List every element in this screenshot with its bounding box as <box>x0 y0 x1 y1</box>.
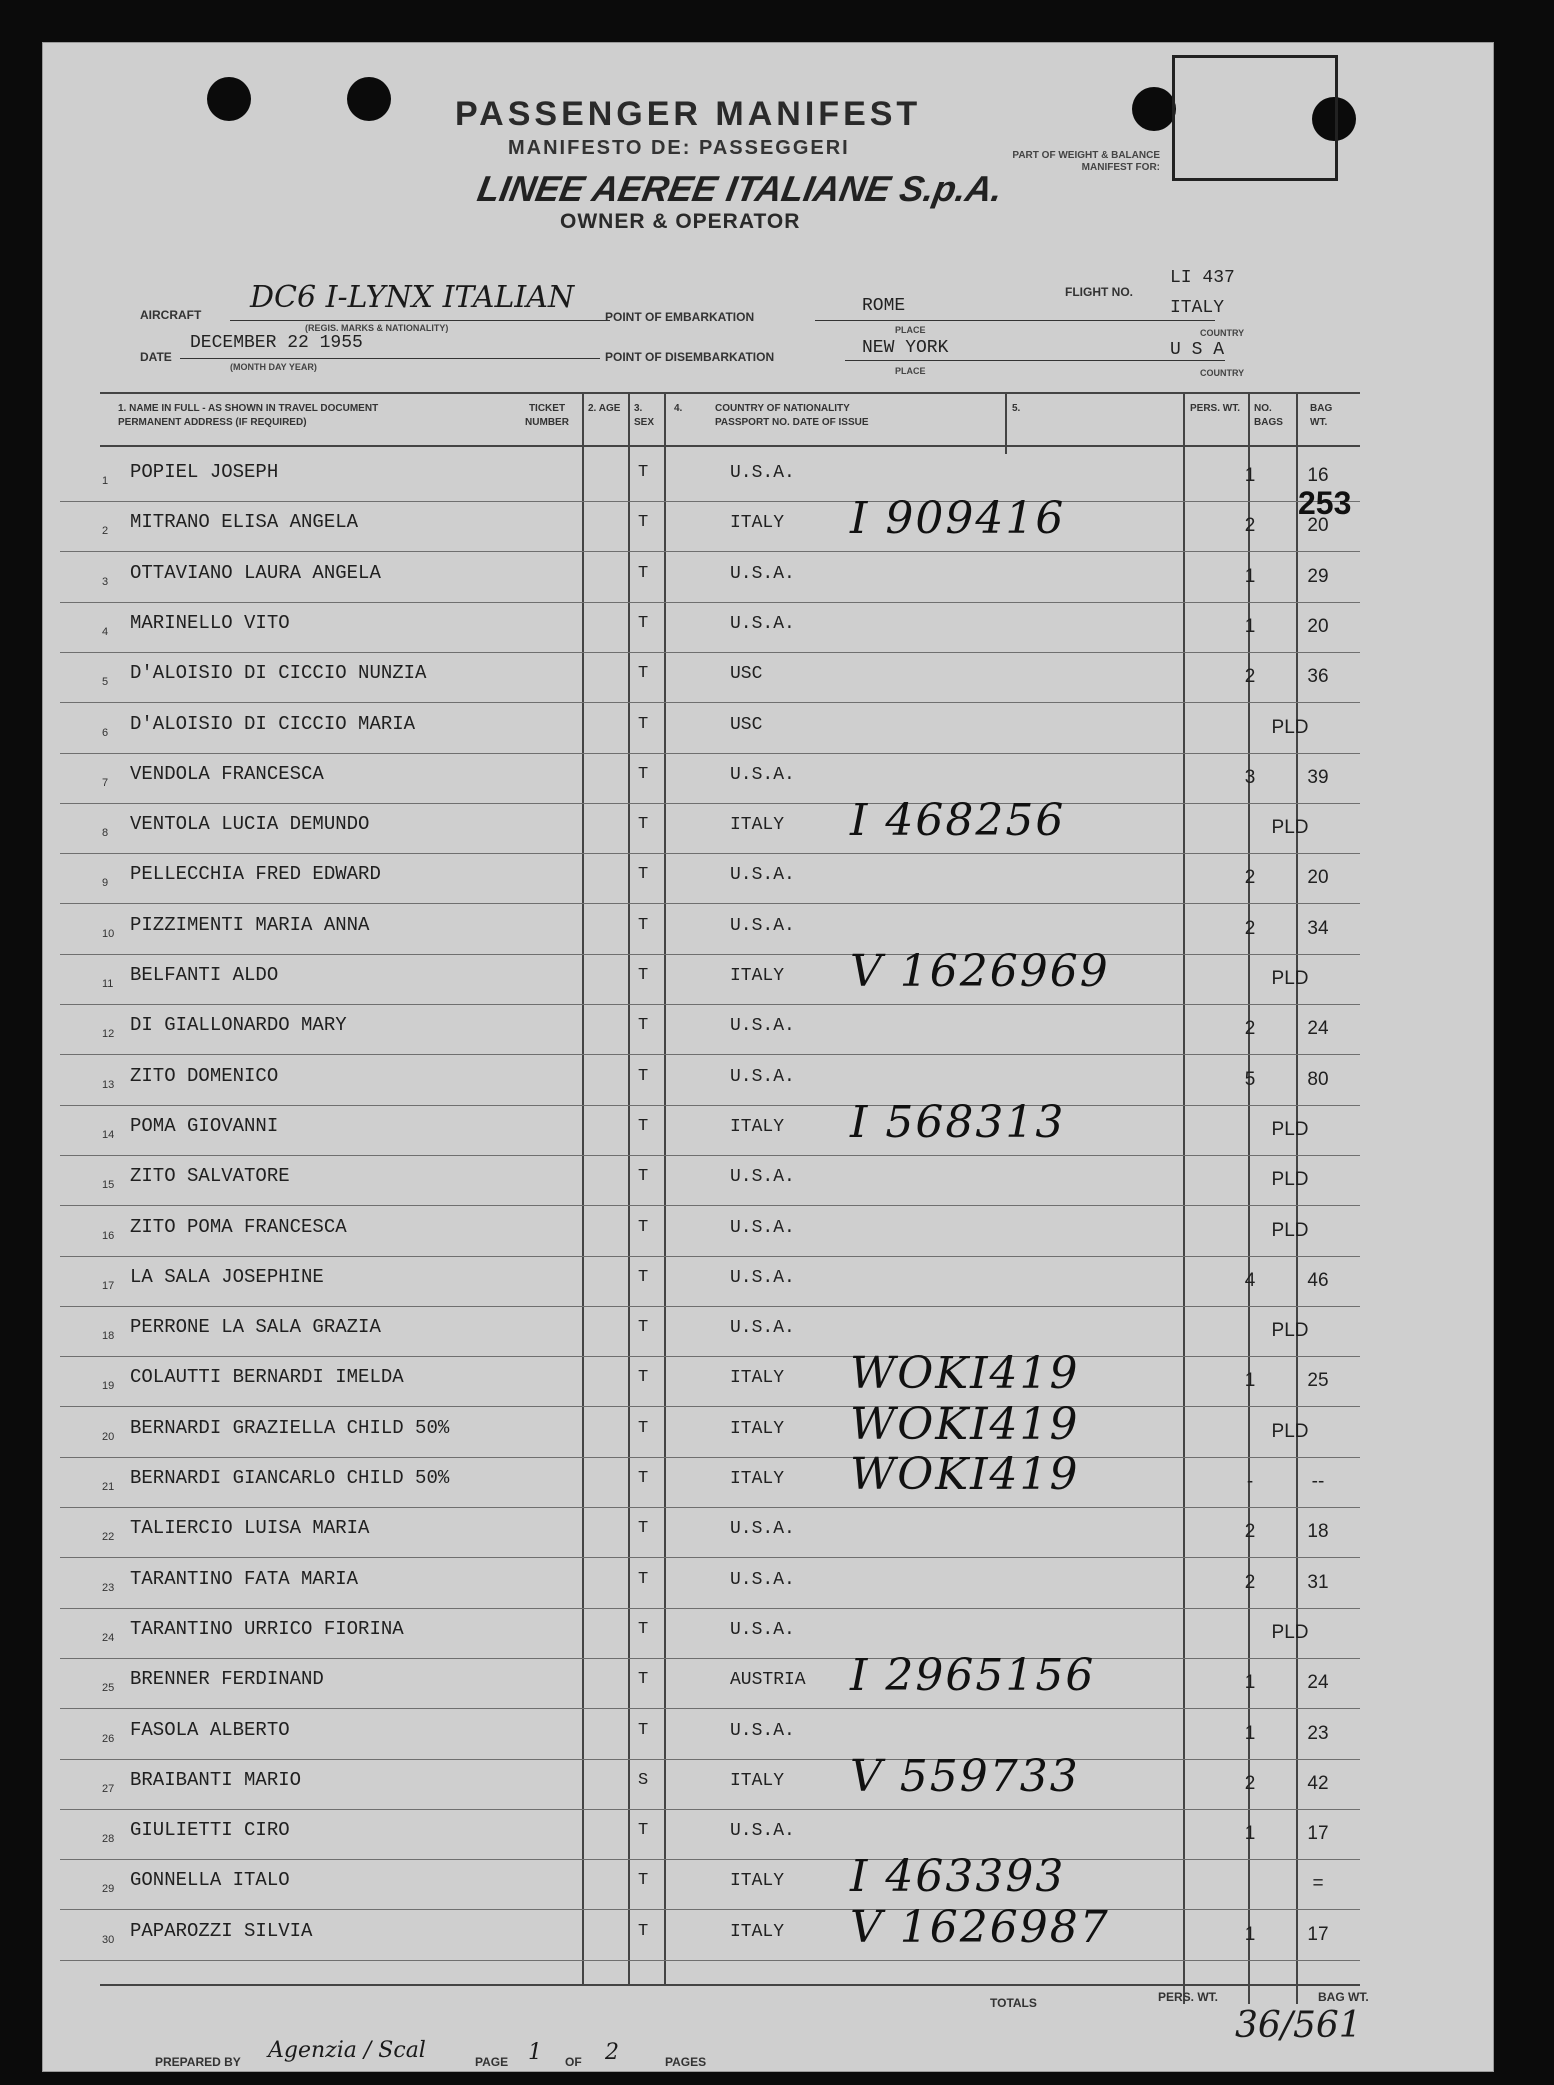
passenger-nationality: ITALY <box>730 1871 785 1892</box>
table-row <box>60 1096 1360 1156</box>
bag-count: 2 <box>1244 515 1256 537</box>
passenger-name: POMA GIOVANNI <box>130 1114 279 1137</box>
embarkation-place: ROME <box>862 296 906 316</box>
table-row <box>60 1348 1360 1407</box>
page-label: PAGE <box>475 2055 509 2069</box>
totals-bagwt-label: BAG WT. <box>1318 1990 1369 2004</box>
table-row <box>60 757 1360 804</box>
bag-weight: 20 <box>1307 615 1329 637</box>
pld-marker: PLD <box>1271 1621 1309 1643</box>
passenger-name: GONNELLA ITALO <box>130 1869 290 1892</box>
passenger-sex: T <box>638 1318 649 1338</box>
passenger-sex: T <box>638 1267 649 1287</box>
passenger-sex: T <box>638 1821 649 1841</box>
bag-count: 2 <box>1244 917 1256 939</box>
passenger-name: PAPAROZZI SILVIA <box>130 1919 313 1942</box>
table-row <box>60 1851 1360 1910</box>
passenger-nationality: U.S.A. <box>730 1821 795 1842</box>
passenger-name: PERRONE LA SALA GRAZIA <box>130 1316 381 1339</box>
bag-count: 1 <box>1244 465 1256 486</box>
bag-count: - <box>1246 1471 1254 1492</box>
totals-value: 36/561 <box>1235 2005 1362 2046</box>
pld-marker: PLD <box>1271 1118 1309 1140</box>
passenger-nationality: AUSTRIA <box>730 1670 806 1691</box>
passenger-nationality: U.S.A. <box>730 764 795 785</box>
col-sex-header: 3. SEX <box>634 403 655 428</box>
passenger-nationality: U.S.A. <box>730 915 795 936</box>
row-number: 2 <box>102 525 109 538</box>
page-number: 1 <box>528 2040 542 2065</box>
passenger-sex: T <box>638 815 649 835</box>
passenger-sex: T <box>638 1619 649 1639</box>
row-number: 27 <box>102 1782 115 1795</box>
bag-weight: 18 <box>1307 1521 1329 1543</box>
passenger-nationality: U.S.A. <box>730 563 795 584</box>
bag-weight: 24 <box>1307 1672 1329 1694</box>
passport-number: I 2965156 <box>850 1650 1096 1702</box>
bag-count: 5 <box>1244 1068 1256 1090</box>
passenger-name: D'ALOISIO DI CICCIO NUNZIA <box>130 662 427 685</box>
row-number: 3 <box>102 575 109 588</box>
airline-name: LINEE AEREE ITALIANE S.p.A. <box>474 168 1006 209</box>
table-row <box>60 857 1360 904</box>
passenger-name: BELFANTI ALDO <box>130 964 279 986</box>
passenger-name: PIZZIMENTI MARIA ANNA <box>130 913 370 936</box>
passenger-nationality: ITALY <box>730 1921 785 1942</box>
bag-weight: -- <box>1311 1471 1325 1492</box>
passenger-nationality: ITALY <box>730 1418 785 1439</box>
bag-weight: 23 <box>1307 1722 1329 1744</box>
manifest-title: PASSENGER MANIFEST <box>455 95 922 133</box>
table-row <box>60 1562 1360 1609</box>
country-sublabel: COUNTRY <box>1200 328 1245 338</box>
disembarkation-place: NEW YORK <box>862 338 949 358</box>
passenger-name: BRENNER FERDINAND <box>130 1668 324 1691</box>
passenger-name: VENTOLA LUCIA DEMUNDO <box>130 813 370 836</box>
passenger-name: VENDOLA FRANCESCA <box>130 762 324 785</box>
row-number: 9 <box>102 877 109 890</box>
col-perswt-header: PERS. WT. <box>1190 403 1241 414</box>
embarkation-country: ITALY <box>1170 298 1225 318</box>
col-bags-header: NO. BAGS <box>1254 403 1283 428</box>
bag-count: 2 <box>1244 1521 1256 1543</box>
col-bagwt-header: BAG WT. <box>1310 403 1333 428</box>
aircraft-sublabel: (REGIS. MARKS & NATIONALITY) <box>305 323 449 333</box>
passenger-sex: T <box>638 1116 649 1136</box>
passenger-nationality: ITALY <box>730 815 785 836</box>
passenger-sex: T <box>638 966 649 985</box>
passenger-nationality: U.S.A. <box>730 1318 795 1339</box>
passport-number: I 463393 <box>850 1851 1066 1903</box>
bag-count: 1 <box>1244 1923 1256 1945</box>
bag-weight: 46 <box>1307 1269 1329 1291</box>
table-row <box>60 1449 1360 1508</box>
row-number: 7 <box>102 776 109 789</box>
table-row <box>60 795 1360 854</box>
row-number: 8 <box>102 827 109 840</box>
row-number: 19 <box>102 1380 115 1393</box>
bag-weight: 36 <box>1307 666 1329 688</box>
passenger-nationality: U.S.A. <box>730 1167 795 1188</box>
bag-weight: 29 <box>1307 565 1329 587</box>
weight-balance-note: PART OF WEIGHT & BALANCE MANIFEST FOR: <box>1012 150 1160 173</box>
bag-count: 4 <box>1244 1269 1256 1291</box>
passport-number: V 1626987 <box>850 1901 1110 1953</box>
page-count: 2 <box>605 2040 619 2065</box>
passenger-name: PELLECCHIA FRED EDWARD <box>130 863 381 886</box>
passenger-name: COLAUTTI BERNARDI IMELDA <box>130 1366 404 1389</box>
passenger-name: POPIEL JOSEPH <box>130 461 279 483</box>
bag-weight: 16 <box>1307 465 1329 486</box>
row-number: 4 <box>102 625 109 638</box>
passenger-sex: T <box>638 1720 649 1740</box>
passenger-name: BRAIBANTI MARIO <box>130 1768 302 1791</box>
row-number: 22 <box>102 1531 115 1544</box>
passenger-nationality: ITALY <box>730 1770 785 1791</box>
date-sublabel: (MONTH DAY YEAR) <box>230 362 317 372</box>
passenger-sex: T <box>638 865 649 885</box>
bag-count: 1 <box>1244 615 1256 637</box>
passenger-name: FASOLA ALBERTO <box>130 1718 290 1741</box>
row-number: 17 <box>102 1279 115 1292</box>
passenger-sex: T <box>638 764 649 784</box>
col-age-header: 2. AGE <box>588 403 621 414</box>
passenger-name: TARANTINO FATA MARIA <box>130 1567 359 1590</box>
owner-operator-label: OWNER & OPERATOR <box>560 210 801 233</box>
table-row <box>60 1159 1360 1206</box>
date-label: DATE <box>140 350 172 364</box>
bag-count: 3 <box>1244 766 1256 788</box>
pld-marker: PLD <box>1271 1219 1309 1241</box>
passenger-sex: T <box>638 1167 649 1187</box>
passenger-name: TALIERCIO LUISA MARIA <box>130 1517 370 1540</box>
margin-mark: 253 <box>1298 485 1352 521</box>
passport-number: WOKI419 <box>850 1398 1080 1450</box>
table-row <box>60 1260 1360 1307</box>
col-ticket-header: TICKET NUMBER <box>525 403 569 428</box>
bag-count: 1 <box>1244 565 1256 587</box>
punch-hole <box>347 77 391 121</box>
table-row <box>60 1398 1360 1458</box>
row-number: 26 <box>102 1732 115 1745</box>
passenger-sex: S <box>638 1770 649 1790</box>
row-number: 13 <box>102 1078 115 1091</box>
bag-weight: 39 <box>1307 766 1329 788</box>
passenger-name: ZITO SALVATORE <box>130 1165 290 1188</box>
table-row <box>60 1210 1360 1257</box>
passenger-nationality: ITALY <box>730 1116 785 1137</box>
passenger-name: TARANTINO URRICO FIORINA <box>130 1617 404 1640</box>
bag-count: 2 <box>1244 1772 1256 1794</box>
prepared-by-label: PREPARED BY <box>155 2055 241 2069</box>
passenger-nationality: U.S.A. <box>730 463 795 483</box>
aircraft-value: DC6 I-LYNX ITALIAN <box>250 280 575 315</box>
pld-marker: PLD <box>1271 968 1309 989</box>
table-row <box>60 908 1360 955</box>
table-row <box>60 1750 1360 1810</box>
passenger-name: DI GIALLONARDO MARY <box>130 1014 347 1037</box>
bag-weight: = <box>1312 1873 1324 1895</box>
table-row <box>60 707 1360 754</box>
row-number: 28 <box>102 1833 115 1846</box>
passenger-nationality: USC <box>730 664 763 685</box>
pld-marker: PLD <box>1271 1320 1309 1342</box>
passport-number: WOKI419 <box>850 1449 1080 1500</box>
table-row <box>60 656 1360 703</box>
passport-number: WOKI419 <box>850 1348 1080 1400</box>
passenger-sex: T <box>638 1016 649 1036</box>
punch-hole <box>1132 87 1176 131</box>
manifest-title-italian: MANIFESTO DE: PASSEGGERI <box>508 137 850 159</box>
bag-weight: 17 <box>1307 1923 1329 1945</box>
passenger-sex: T <box>638 714 649 734</box>
row-number: 16 <box>102 1229 115 1242</box>
table-row <box>60 946 1360 1005</box>
passenger-name: BERNARDI GIANCARLO CHILD 50% <box>130 1467 450 1489</box>
table-row <box>60 1310 1360 1357</box>
bag-weight: 31 <box>1307 1571 1329 1593</box>
passenger-nationality: USC <box>730 714 763 735</box>
of-label: OF <box>565 2055 582 2069</box>
row-number: 29 <box>102 1883 115 1896</box>
bag-count: 2 <box>1244 1018 1256 1040</box>
pld-marker: PLD <box>1271 1420 1309 1442</box>
passenger-nationality: ITALY <box>730 1469 785 1489</box>
passenger-sex: T <box>638 1368 649 1388</box>
passenger-name: BERNARDI GRAZIELLA CHILD 50% <box>130 1416 450 1439</box>
disembarkation-country: U S A <box>1170 340 1225 360</box>
passenger-nationality: ITALY <box>730 1368 785 1389</box>
bag-weight: 80 <box>1307 1068 1329 1090</box>
passenger-sex: T <box>638 513 649 533</box>
bag-count: 1 <box>1244 1722 1256 1744</box>
bag-count: 1 <box>1244 1672 1256 1694</box>
bag-weight: 17 <box>1307 1823 1329 1845</box>
col-nationality-header: COUNTRY OF NATIONALITY PASSPORT NO. DATE OF ISSUE <box>715 403 869 428</box>
weight-balance-box <box>1172 55 1338 181</box>
passenger-nationality: U.S.A. <box>730 1519 795 1540</box>
passenger-nationality: U.S.A. <box>730 865 795 886</box>
pld-marker: PLD <box>1271 1169 1309 1191</box>
passenger-nationality: U.S.A. <box>730 1569 795 1590</box>
table-row <box>60 1059 1360 1106</box>
table-row <box>60 455 1360 502</box>
passenger-name: LA SALA JOSEPHINE <box>130 1265 324 1288</box>
passenger-nationality: U.S.A. <box>730 1016 795 1037</box>
passport-number: I 468256 <box>850 795 1066 847</box>
row-number: 14 <box>102 1128 115 1141</box>
row-number: 18 <box>102 1330 115 1343</box>
passenger-name: D'ALOISIO DI CICCIO MARIA <box>130 712 416 735</box>
row-number: 15 <box>102 1179 115 1192</box>
place-sublabel: PLACE <box>895 366 926 376</box>
flight-number-label: FLIGHT NO. <box>1065 285 1133 299</box>
passenger-sex: T <box>638 1418 649 1438</box>
row-number: 25 <box>102 1682 115 1695</box>
passenger-nationality: U.S.A. <box>730 1720 795 1741</box>
table-row <box>60 556 1360 603</box>
table-row <box>60 1713 1360 1760</box>
bag-weight: 34 <box>1307 917 1329 939</box>
bag-count: 2 <box>1244 1571 1256 1593</box>
table-row <box>60 1511 1360 1558</box>
table-row <box>60 1612 1360 1659</box>
passenger-sex: T <box>638 613 649 633</box>
passenger-name: GIULIETTI CIRO <box>130 1819 290 1842</box>
row-number: 24 <box>102 1631 115 1644</box>
passenger-sex: T <box>638 1519 649 1539</box>
table-row <box>60 1650 1360 1709</box>
row-number: 21 <box>102 1481 115 1493</box>
row-number: 20 <box>102 1430 115 1443</box>
pld-marker: PLD <box>1271 817 1309 839</box>
bag-count: 2 <box>1244 867 1256 889</box>
passenger-nationality: ITALY <box>730 513 785 534</box>
aircraft-label: AIRCRAFT <box>140 308 202 322</box>
row-number: 30 <box>102 1933 115 1946</box>
row-number: 10 <box>102 927 115 940</box>
passenger-sex: T <box>638 1670 649 1690</box>
bag-count: 1 <box>1244 1370 1256 1392</box>
col-5-header: 5. <box>1012 403 1021 414</box>
row-number: 12 <box>102 1028 115 1041</box>
disembarkation-label: POINT OF DISEMBARKATION <box>605 350 775 364</box>
passenger-nationality: ITALY <box>730 966 785 986</box>
passenger-sex: T <box>638 1921 649 1941</box>
pages-label: PAGES <box>665 2055 707 2069</box>
passenger-name: OTTAVIANO LAURA ANGELA <box>130 561 381 584</box>
passenger-nationality: U.S.A. <box>730 1217 795 1238</box>
place-sublabel: PLACE <box>895 325 926 335</box>
flight-number: LI 437 <box>1170 268 1235 288</box>
passenger-name: ZITO POMA FRANCESCA <box>130 1215 347 1238</box>
row-number: 11 <box>102 978 114 990</box>
passenger-nationality: U.S.A. <box>730 1267 795 1288</box>
bag-weight: 24 <box>1307 1018 1329 1040</box>
row-number: 5 <box>102 676 109 689</box>
bag-count: 1 <box>1244 1823 1256 1845</box>
passenger-name: MARINELLO VITO <box>130 611 290 634</box>
country-sublabel: COUNTRY <box>1200 368 1245 378</box>
bag-weight: 25 <box>1307 1370 1329 1392</box>
row-number: 23 <box>102 1581 115 1594</box>
passenger-sex: T <box>638 1569 649 1589</box>
table-row <box>60 606 1360 653</box>
bag-weight: 20 <box>1307 867 1329 889</box>
bag-weight: 20 <box>1307 515 1329 537</box>
pld-marker: PLD <box>1271 716 1309 738</box>
totals-perswt-label: PERS. WT. <box>1158 1990 1219 2004</box>
passenger-nationality: U.S.A. <box>730 1619 795 1640</box>
row-number: 1 <box>102 475 109 487</box>
col-name-header: 1. NAME IN FULL - AS SHOWN IN TRAVEL DOCUMENT PERMANENT ADDRESS (IF REQUIRED) <box>118 403 379 428</box>
passenger-name: MITRANO ELISA ANGELA <box>130 511 359 534</box>
passenger-sex: T <box>638 1066 649 1086</box>
col-4-header: 4. <box>674 403 683 414</box>
row-number: 6 <box>102 726 109 739</box>
totals-label: TOTALS <box>990 1996 1037 2010</box>
date-value: DECEMBER 22 1955 <box>190 333 363 353</box>
passport-number: V 559733 <box>850 1750 1080 1802</box>
punch-hole <box>207 77 251 121</box>
table-row <box>60 1813 1360 1860</box>
passport-number: I 568313 <box>850 1096 1066 1148</box>
prepared-by-value: Agenzia / Scal <box>268 2038 426 2063</box>
passport-number: I 909416 <box>850 493 1066 545</box>
passport-number: V 1626969 <box>850 946 1110 997</box>
passenger-sex: T <box>638 1469 649 1488</box>
passenger-sex: T <box>638 1217 649 1237</box>
passenger-nationality: U.S.A. <box>730 613 795 634</box>
passenger-sex: T <box>638 563 649 583</box>
passenger-nationality: U.S.A. <box>730 1066 795 1087</box>
bag-count: 2 <box>1244 666 1256 688</box>
passenger-sex: T <box>638 915 649 935</box>
embarkation-label: POINT OF EMBARKATION <box>605 310 755 324</box>
passenger-sex: T <box>638 1871 649 1891</box>
bag-weight: 42 <box>1307 1772 1329 1794</box>
passenger-sex: T <box>638 463 649 482</box>
passenger-name: ZITO DOMENICO <box>130 1064 279 1087</box>
table-row <box>60 1901 1360 1961</box>
table-row <box>60 1008 1360 1055</box>
passenger-sex: T <box>638 664 649 684</box>
